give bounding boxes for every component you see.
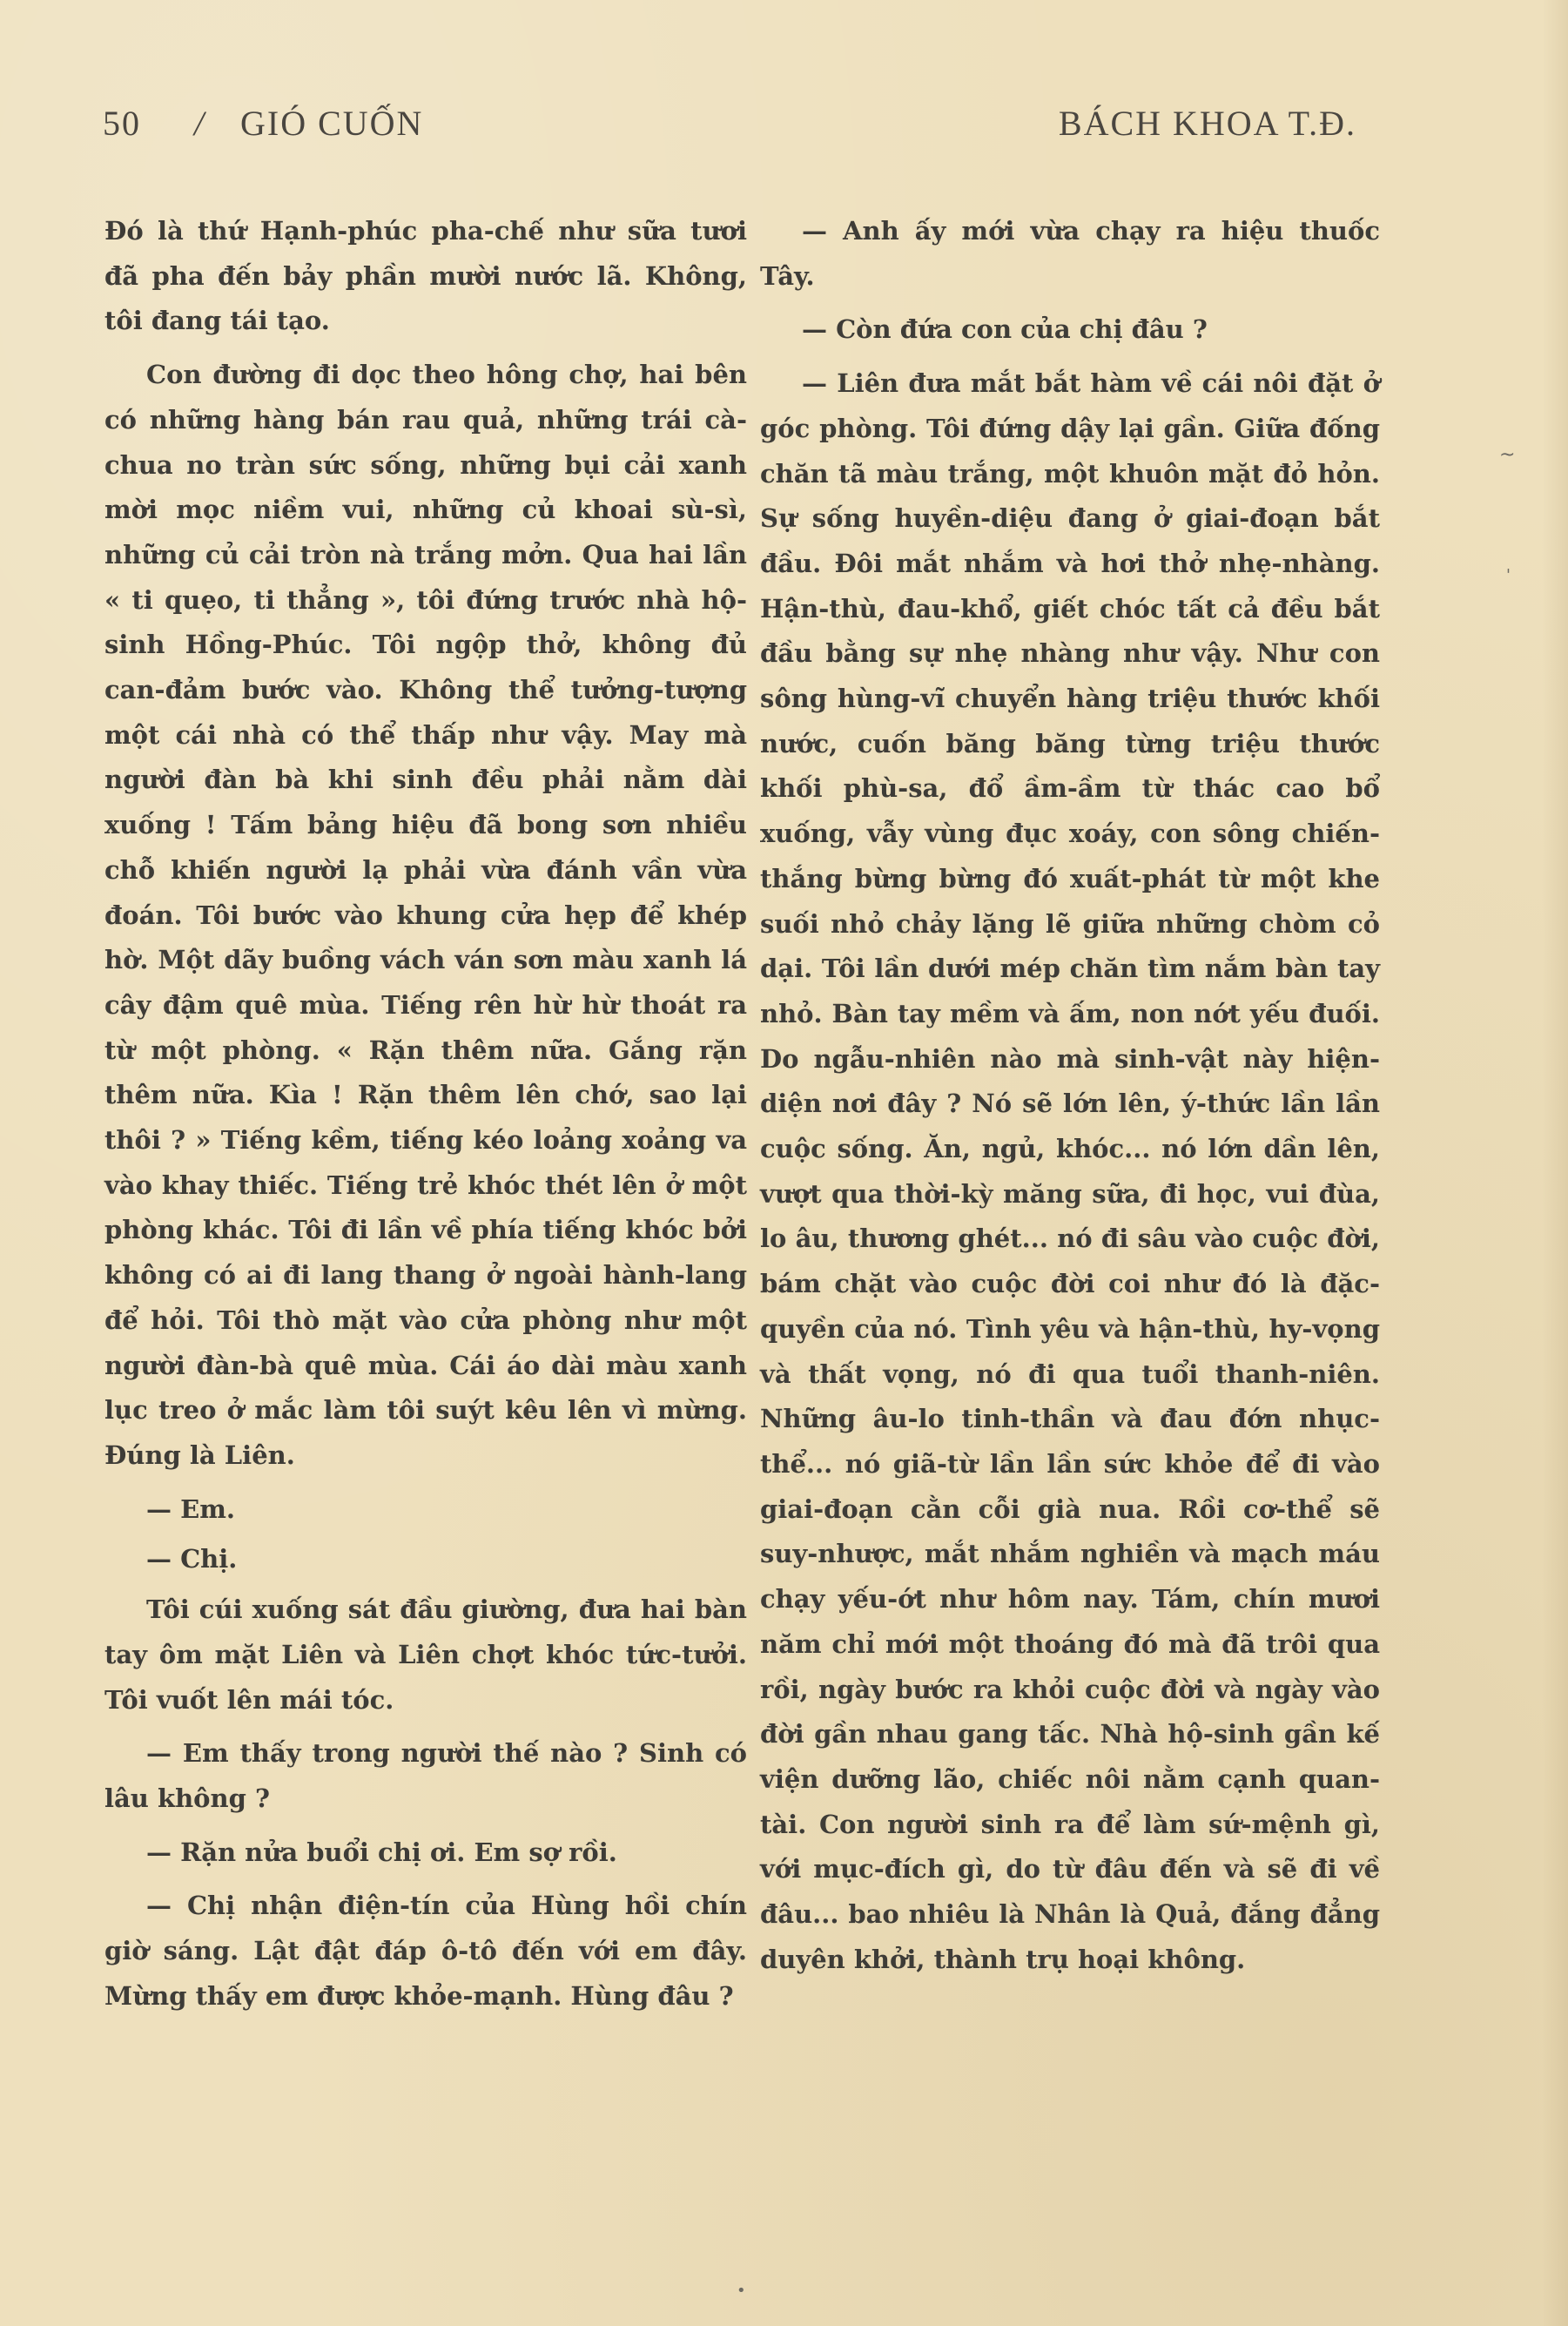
section-title: GIÓ CUỐN xyxy=(240,104,424,143)
page-shadow xyxy=(1542,0,1568,2326)
paragraph: Đó là thứ Hạnh-phúc pha-chế như sữa tươi đã pha đến bảy phần mười nước lã. Không, tôi đang tái tạo. xyxy=(104,216,747,336)
dialogue-line: — Em thấy trong người thế nào ? Sinh có lâu không ? xyxy=(104,1738,747,1813)
paragraph: Tôi cúi xuống sát đầu giường, đưa hai bàn tay ôm mặt Liên và Liên chợt khóc tức-tưởi. Tôi vuốt lên mái tóc. xyxy=(104,1594,747,1715)
left-text-column xyxy=(104,209,747,2027)
journal-title: BÁCH KHOA T.Đ. xyxy=(1058,104,1356,143)
dialogue-line: — Anh ấy mới vừa chạy ra hiệu thuốc Tây. xyxy=(760,216,1380,291)
paper-speck: • xyxy=(737,2282,746,2300)
page-header xyxy=(103,103,1356,155)
dialogue-line: — Rặn nửa buổi chị ơi. Em sợ rồi. xyxy=(146,1837,617,1867)
page-number: 50 xyxy=(103,104,141,143)
right-text-column xyxy=(760,209,1380,1991)
dialogue-line: — Còn đứa con của chị đâu ? xyxy=(802,314,1208,345)
header-separator: / xyxy=(194,104,206,143)
dialogue-line: — Chị. xyxy=(146,1544,238,1574)
paragraph: Con đường đi dọc theo hông chợ, hai bên có những hàng bán rau quả, những trái cà-chua no tràn sức sống, những bụi cải xanh mời mọc niềm vui, những củ khoai sù-sì, những củ cải tròn nà trắng mởn. Qua hai lần « ti quẹo, ti thẳng », tôi đứng trước nhà hộ-sinh Hồng-Phúc. Tôi ngộp thở, không đủ can-đảm bước vào. Không thể tưởng-tượng một cái nhà có thể thấp như vậy. May mà người đàn bà khi sinh đều phải nằm dài xuống ! Tấm bảng hiệu đã bong sơn nhiều chỗ khiến người lạ phải vừa đánh vần vừa đoán. Tôi bước vào khung cửa hẹp để khép hờ. Một dãy buồng vách ván sơn màu xanh lá cây đậm quê mùa. Tiếng rên hừ hừ thoát ra từ một phòng. « Rặn thêm nữa. Gắng rặn thêm nữa. Kìa ! Rặn thêm lên chớ, sao lại thôi ? » Tiếng kềm, tiếng kéo loảng xoảng va vào khay thiếc. Tiếng trẻ khóc thét lên ở một phòng khác. Tôi đi lần về phía tiếng khóc bởi không có ai đi lang thang ở ngoài hành-lang để hỏi. Tôi thò mặt vào cửa phòng như một người đàn-bà quê mùa. Cái áo dài màu xanh lục treo ở mắc làm tôi suýt kêu lên vì mừng. Đúng là Liên. xyxy=(104,360,747,1470)
paper-speck: ~ xyxy=(1499,444,1516,466)
dialogue-line: — Chị nhận điện-tín của Hùng hồi chín giờ sáng. Lật đật đáp ô-tô đến với em đây. Mừng thấy em được khỏe-mạnh. Hùng đâu ? xyxy=(104,1891,747,2011)
paper-speck: ' xyxy=(1506,566,1511,584)
dialogue-line: — Em. xyxy=(146,1493,235,1524)
paragraph: — Liên đưa mắt bắt hàm về cái nôi đặt ở góc phòng. Tôi đứng dậy lại gần. Giữa đống chăn tã màu trắng, một khuôn mặt đỏ hỏn. Sự sống huyền-diệu đang ở giai-đoạn bắt đầu. Đôi mắt nhắm và hơi thở nhẹ-nhàng. Hận-thù, đau-khổ, giết chóc tất cả đều bắt đầu bằng sự nhẹ nhàng như vậy. Như con sông hùng-vĩ chuyển hàng triệu thước khối nước, cuốn băng băng từng triệu thước khối phù-sa, đổ ầm-ầm từ thác cao bổ xuống, vẫy vùng đục xoáy, con sông chiến-thắng bừng bừng đó xuất-phát từ một khe suối nhỏ chảy lặng lẽ giữa những chòm cỏ dại. Tôi lần dưới mép chăn tìm nắm bàn tay nhỏ. Bàn tay mềm và ấm, non nớt yếu đuối. Do ngẫu-nhiên nào mà sinh-vật này hiện-diện nơi đây ? Nó sẽ lớn lên, ý-thức lần lần cuộc sống. Ăn, ngủ, khóc... nó lớn dần lên, vượt qua thời-kỳ măng sữa, đi học, vui đùa, lo âu, thương ghét... nó đi sâu vào cuộc đời, bám chặt vào cuộc đời coi như đó là đặc-quyền của nó. Tình yêu và hận-thù, hy-vọng và thất vọng, nó đi qua tuổi thanh-niên. Những âu-lo tinh-thần và đau đớn nhục-thể... nó giã-từ lần lần sức khỏe để đi vào giai-đoạn cằn cỗi già nua. Rồi cơ-thể sẽ suy-nhược, mắt nhắm nghiền và mạch máu chạy yếu-ớt như hôm nay. Tám, chín mươi năm chỉ mới một thoáng đó mà đã trôi qua rồi, ngày bước ra khỏi cuộc đời và ngày vào đời gần nhau gang tấc. Nhà hộ-sinh gần kế viện dưỡng lão, chiếc nôi nằm cạnh quan-tài. Con người sinh ra để làm sứ-mệnh gì, với mục-đích gì, do từ đâu đến và sẽ đi về đâu... bao nhiêu là Nhân là Quả, đắng đẳng duyên khởi, thành trụ hoại không. xyxy=(760,368,1380,1974)
